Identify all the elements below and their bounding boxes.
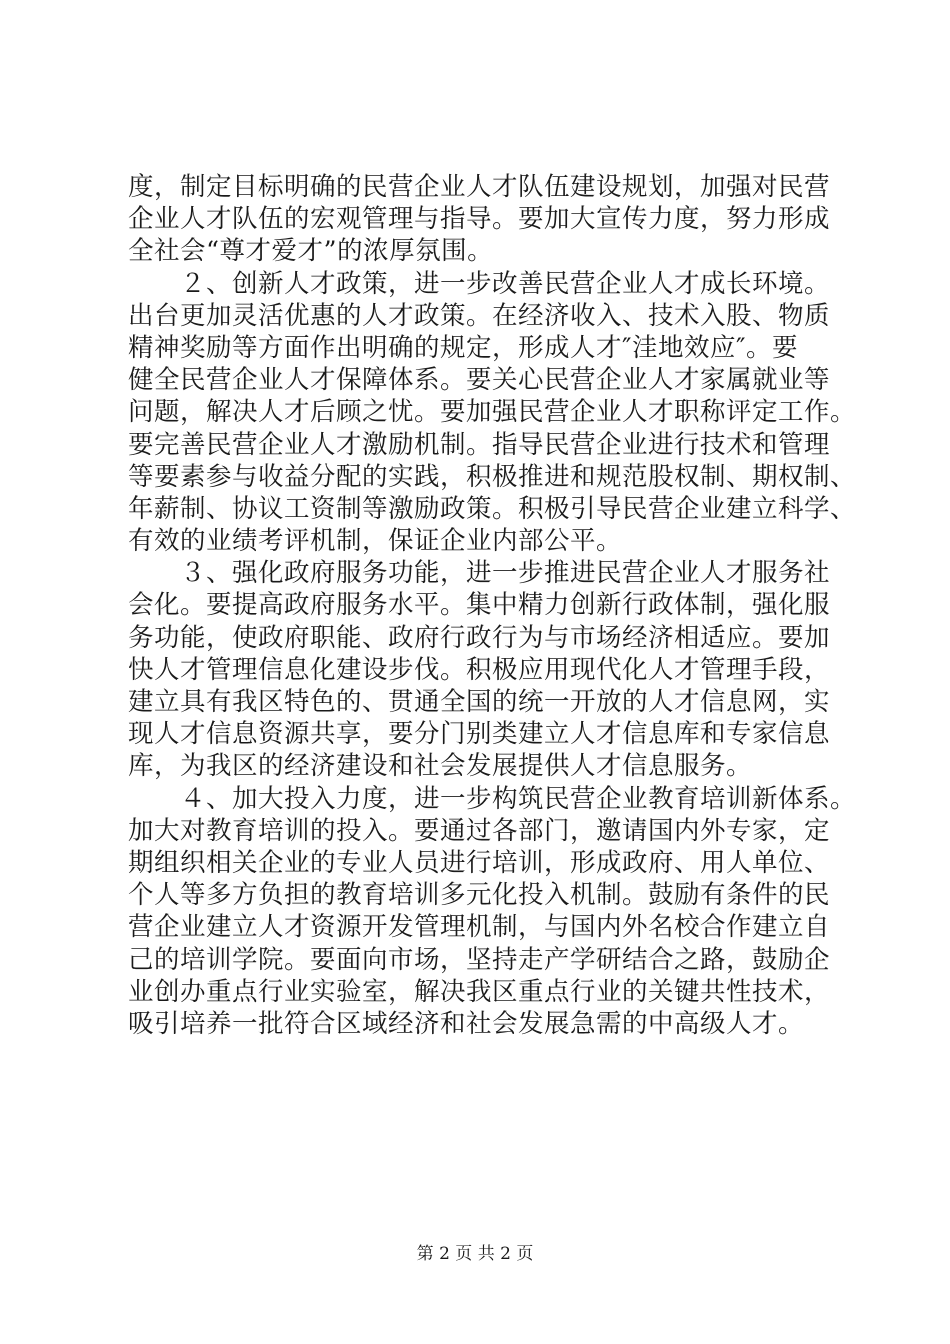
text-line: 度，制定目标明确的民营企业人才队伍建设规划，加强对民营 bbox=[128, 172, 831, 202]
page-footer: 第 2 页 共 2 页 bbox=[416, 1244, 534, 1264]
text-line: 快人才管理信息化建设步伐。积极应用现代化人才管理手段， bbox=[128, 654, 831, 685]
text-line: 等要素参与收益分配的实践，积极推进和规范股权制、期权制、 bbox=[128, 461, 857, 492]
text-line: 会化。要提高政府服务水平。集中精力创新行政体制，强化服 bbox=[128, 590, 831, 621]
text-line: 期组织相关企业的专业人员进行培训，形成政府、用人单位、 bbox=[128, 847, 831, 878]
paragraph-first-line: ２、创新人才政策，进一步改善民营企业人才成长环境。 bbox=[180, 268, 831, 299]
text-line: 加大对教育培训的投入。要通过各部门，邀请国内外专家，定 bbox=[128, 815, 831, 846]
text-line: 年薪制、协议工资制等激励政策。积极引导民营企业建立科学、 bbox=[128, 493, 857, 524]
text-line: 企业人才队伍的宏观管理与指导。要加大宣传力度，努力形成 bbox=[128, 204, 831, 235]
text-line: 己的培训学院。要面向市场，坚持走产学研结合之路，鼓励企 bbox=[128, 944, 831, 975]
text-line: 要完善民营企业人才激励机制。指导民营企业进行技术和管理 bbox=[128, 429, 831, 460]
text-line: 个人等多方负担的教育培训多元化投入机制。鼓励有条件的民 bbox=[128, 880, 831, 911]
text-line: 现人才信息资源共享，要分门别类建立人才信息库和专家信息 bbox=[128, 719, 831, 750]
text-line: 精神奖励等方面作出明确的规定，形成人才″洼地效应″。要 bbox=[128, 332, 799, 363]
text-line: 有效的业绩考评机制，保证企业内部公平。 bbox=[128, 526, 623, 557]
text-line: 全社会“尊才爱才”的浓厚氛围。 bbox=[128, 236, 494, 267]
text-line: 营企业建立人才资源开发管理机制，与国内外名校合作建立自 bbox=[128, 912, 831, 943]
text-line: 务功能，使政府职能、政府行政行为与市场经济相适应。要加 bbox=[128, 622, 831, 653]
text-line: 问题，解决人才后顾之忧。要加强民营企业人才职称评定工作。 bbox=[128, 397, 857, 428]
document-body bbox=[128, 171, 857, 1040]
text-line: 库，为我区的经济建设和社会发展提供人才信息服务。 bbox=[128, 751, 753, 782]
text-line: 吸引培养一批符合区域经济和社会发展急需的中高级人才。 bbox=[128, 1008, 805, 1039]
text-line: 业创办重点行业实验室，解决我区重点行业的关键共性技术， bbox=[128, 976, 831, 1007]
text-line: 建立具有我区特色的、贯通全国的统一开放的人才信息网，实 bbox=[128, 687, 831, 717]
paragraph-first-line: ３、强化政府服务功能，进一步推进民营企业人才服务社 bbox=[180, 558, 831, 589]
paragraph-first-line: ４、加大投入力度，进一步构筑民营企业教育培训新体系。 bbox=[180, 783, 857, 814]
text-line: 健全民营企业人才保障体系。要关心民营企业人才家属就业等 bbox=[128, 365, 831, 396]
text-line: 出台更加灵活优惠的人才政策。在经济收入、技术入股、物质 bbox=[128, 300, 831, 331]
